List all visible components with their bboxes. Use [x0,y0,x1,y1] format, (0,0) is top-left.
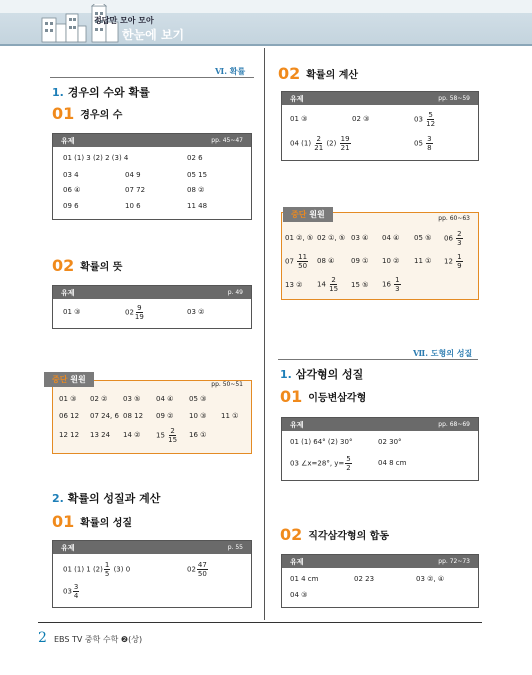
answer: 15 $\frac{2}{15}$ [156,427,178,444]
answer: 03 ⑤ [123,395,141,403]
answer: 10 ② [382,257,400,265]
answer-box-isosceles: 유제 pp. 68~69 01 (1) 64° (2) 30° 02 30° 03 ∠x=28°, y= $\frac{5}{2}$ 04 8 cm [281,417,479,481]
column-divider [264,48,265,620]
unit-rule [278,359,478,360]
answer: 09 ② [156,412,174,420]
answer: 12 $\frac{1}{9}$ [444,253,462,270]
subsection-title-properties: 01 확률의 성질 [52,512,133,531]
answer: 11 48 [187,202,208,210]
answer: 08 12 [123,412,144,420]
answer: 04 ④ [156,395,174,403]
subsection-title-cases: 01 경우의 수 [52,104,123,123]
answer: 02 ② [90,395,108,403]
answer: 14 ② [123,431,141,439]
answer: 08 ② [187,186,205,194]
answer: 02 $\frac{9}{19}$ [125,304,144,321]
answer: 01 4 cm [290,575,319,583]
answer-box-properties: 유제 p. 55 01 (1) 1 (2) $\frac{1}{5}$ (3) 0 02 $\frac{47}{50}$ 03 $\frac{3}{4}$ [52,540,252,608]
review-box-1: pp. 50~51 01 ③ 02 ② 03 ⑤ 04 ④ 05 ③ 06 12 07 24, 6 08 12 09 ② 10 ③ 11 ① 12 12 13 24 14 ② 15 $\frac{2}{15}$ 16 ① [52,380,252,454]
answer: 01 (1) 3 (2) 2 (3) 4 [63,154,129,162]
answer: 02 ①, ⑤ [317,234,346,242]
header-subtitle: 정답만 모아 모아 [94,16,154,25]
answer-box-cases: 유제 pp. 45~47 01 (1) 3 (2) 2 (3) 4 02 6 03 4 04 9 05 15 06 ④ 07 72 08 ② 09 6 10 6 11 48 [52,133,252,220]
answer-box-probability: 유제 p. 49 01 ③ 02 $\frac{9}{19}$ 03 ② [52,285,252,329]
answer: 04 8 cm [378,459,407,467]
answer-box-congruence: 유제 pp. 72~73 01 4 cm 02 23 03 ②, ④ 04 ③ [281,554,479,608]
section-title-2: 2. 확률의 성질과 계산 [52,492,161,505]
page-number: 2 [38,630,47,646]
answer: 07 $\frac{11}{50}$ [285,253,308,270]
answer: 05 15 [187,171,208,179]
answer: 03 $\frac{3}{4}$ [63,583,79,600]
answer: 10 ③ [189,412,207,420]
unit-rule [50,77,254,78]
answer: 02 30° [378,438,402,446]
answer: 16 ① [189,431,207,439]
review-tab-2: 중단 원원 [283,207,333,222]
answer: 02 $\frac{47}{50}$ [187,561,207,578]
answer: 03 ∠x=28°, y= $\frac{5}{2}$ [290,455,351,472]
footer-text: EBS TV 중학 수학 ❷(상) [54,635,143,644]
answer: 13 24 [90,431,111,439]
answer: 05 ③ [189,395,207,403]
subsection-title-probability: 02 확률의 뜻 [52,256,123,275]
answer: 01 (1) 64° (2) 30° [290,438,353,446]
answer: 10 6 [125,202,141,210]
answer: 03 ② [187,308,205,316]
subsection-title-calc: 02 확률의 계산 [278,64,359,83]
answer: 03 ②, ④ [416,575,445,583]
answer: 02 ③ [352,115,370,123]
unit-tag-7: Ⅶ. 도형의 성질 [413,348,473,358]
answer: 15 ⑤ [351,281,369,289]
footer-rule [38,622,482,623]
subsection-title-congruence: 02 직각삼각형의 합동 [280,525,390,544]
answer: 04 ③ [290,591,308,599]
answer: 01 (1) 1 (2) $\frac{1}{5}$ (3) 0 [63,561,131,578]
unit-tag-6: Ⅵ. 확률 [215,66,246,76]
answer: 09 6 [63,202,79,210]
section-title-triangle: 1. 삼각형의 성질 [280,368,364,381]
section-title-1: 1. 경우의 수와 확률 [52,86,150,99]
answer: 02 23 [354,575,375,583]
answer: 05 $\frac{3}{8}$ [414,135,432,152]
answer: 01 ③ [59,395,77,403]
answer: 04 ④ [382,234,400,242]
answer: 13 ② [285,281,303,289]
answer: 07 72 [125,186,146,194]
review-box-2: pp. 60~63 01 ②, ⑤ 02 ①, ⑤ 03 ④ 04 ④ 05 ⑤ 06 $\frac{2}{3}$ 07 $\frac{11}{50}$ 08 ④ 09 ① 10 ② 11 ① 12 $\frac{1}{9}$ 13 ② 14 $\frac{2}{15}$ 15 ⑤ 16 $\frac{1}{3}$ [281,212,479,300]
review-tab-1: 중단 원원 [44,372,94,387]
answer: 11 ① [414,257,432,265]
answer: 06 ④ [63,186,81,194]
header-rule [0,44,532,46]
answer: 04 9 [125,171,141,179]
answer: 01 ③ [63,308,81,316]
answer: 05 ⑤ [414,234,432,242]
answer: 09 ① [351,257,369,265]
answer: 08 ④ [317,257,335,265]
answer: 14 $\frac{2}{15}$ [317,276,339,293]
answer: 03 $\frac{5}{12}$ [414,111,436,128]
answer: 03 4 [63,171,79,179]
answer: 02 6 [187,154,203,162]
answer: 11 ① [221,412,239,420]
answer: 01 ②, ⑤ [285,234,314,242]
answer: 01 ③ [290,115,308,123]
answer-box-calc: 유제 pp. 58~59 01 ③ 02 ③ 03 $\frac{5}{12}$ 04 (1) $\frac{2}{21}$ (2) $\frac{19}{21}$ 05 $\frac{3}{8}$ [281,91,479,161]
header-title: 한눈에 보기 [122,28,185,42]
answer: 16 $\frac{1}{3}$ [382,276,400,293]
answer: 12 12 [59,431,80,439]
subsection-title-isosceles: 01 이등변삼각형 [280,387,367,406]
answer: 04 (1) $\frac{2}{21}$ (2) $\frac{19}{21}$ [290,135,350,152]
answer: 03 ④ [351,234,369,242]
answer: 06 12 [59,412,80,420]
answer: 07 24, 6 [90,412,119,420]
answer: 06 $\frac{2}{3}$ [444,230,462,247]
